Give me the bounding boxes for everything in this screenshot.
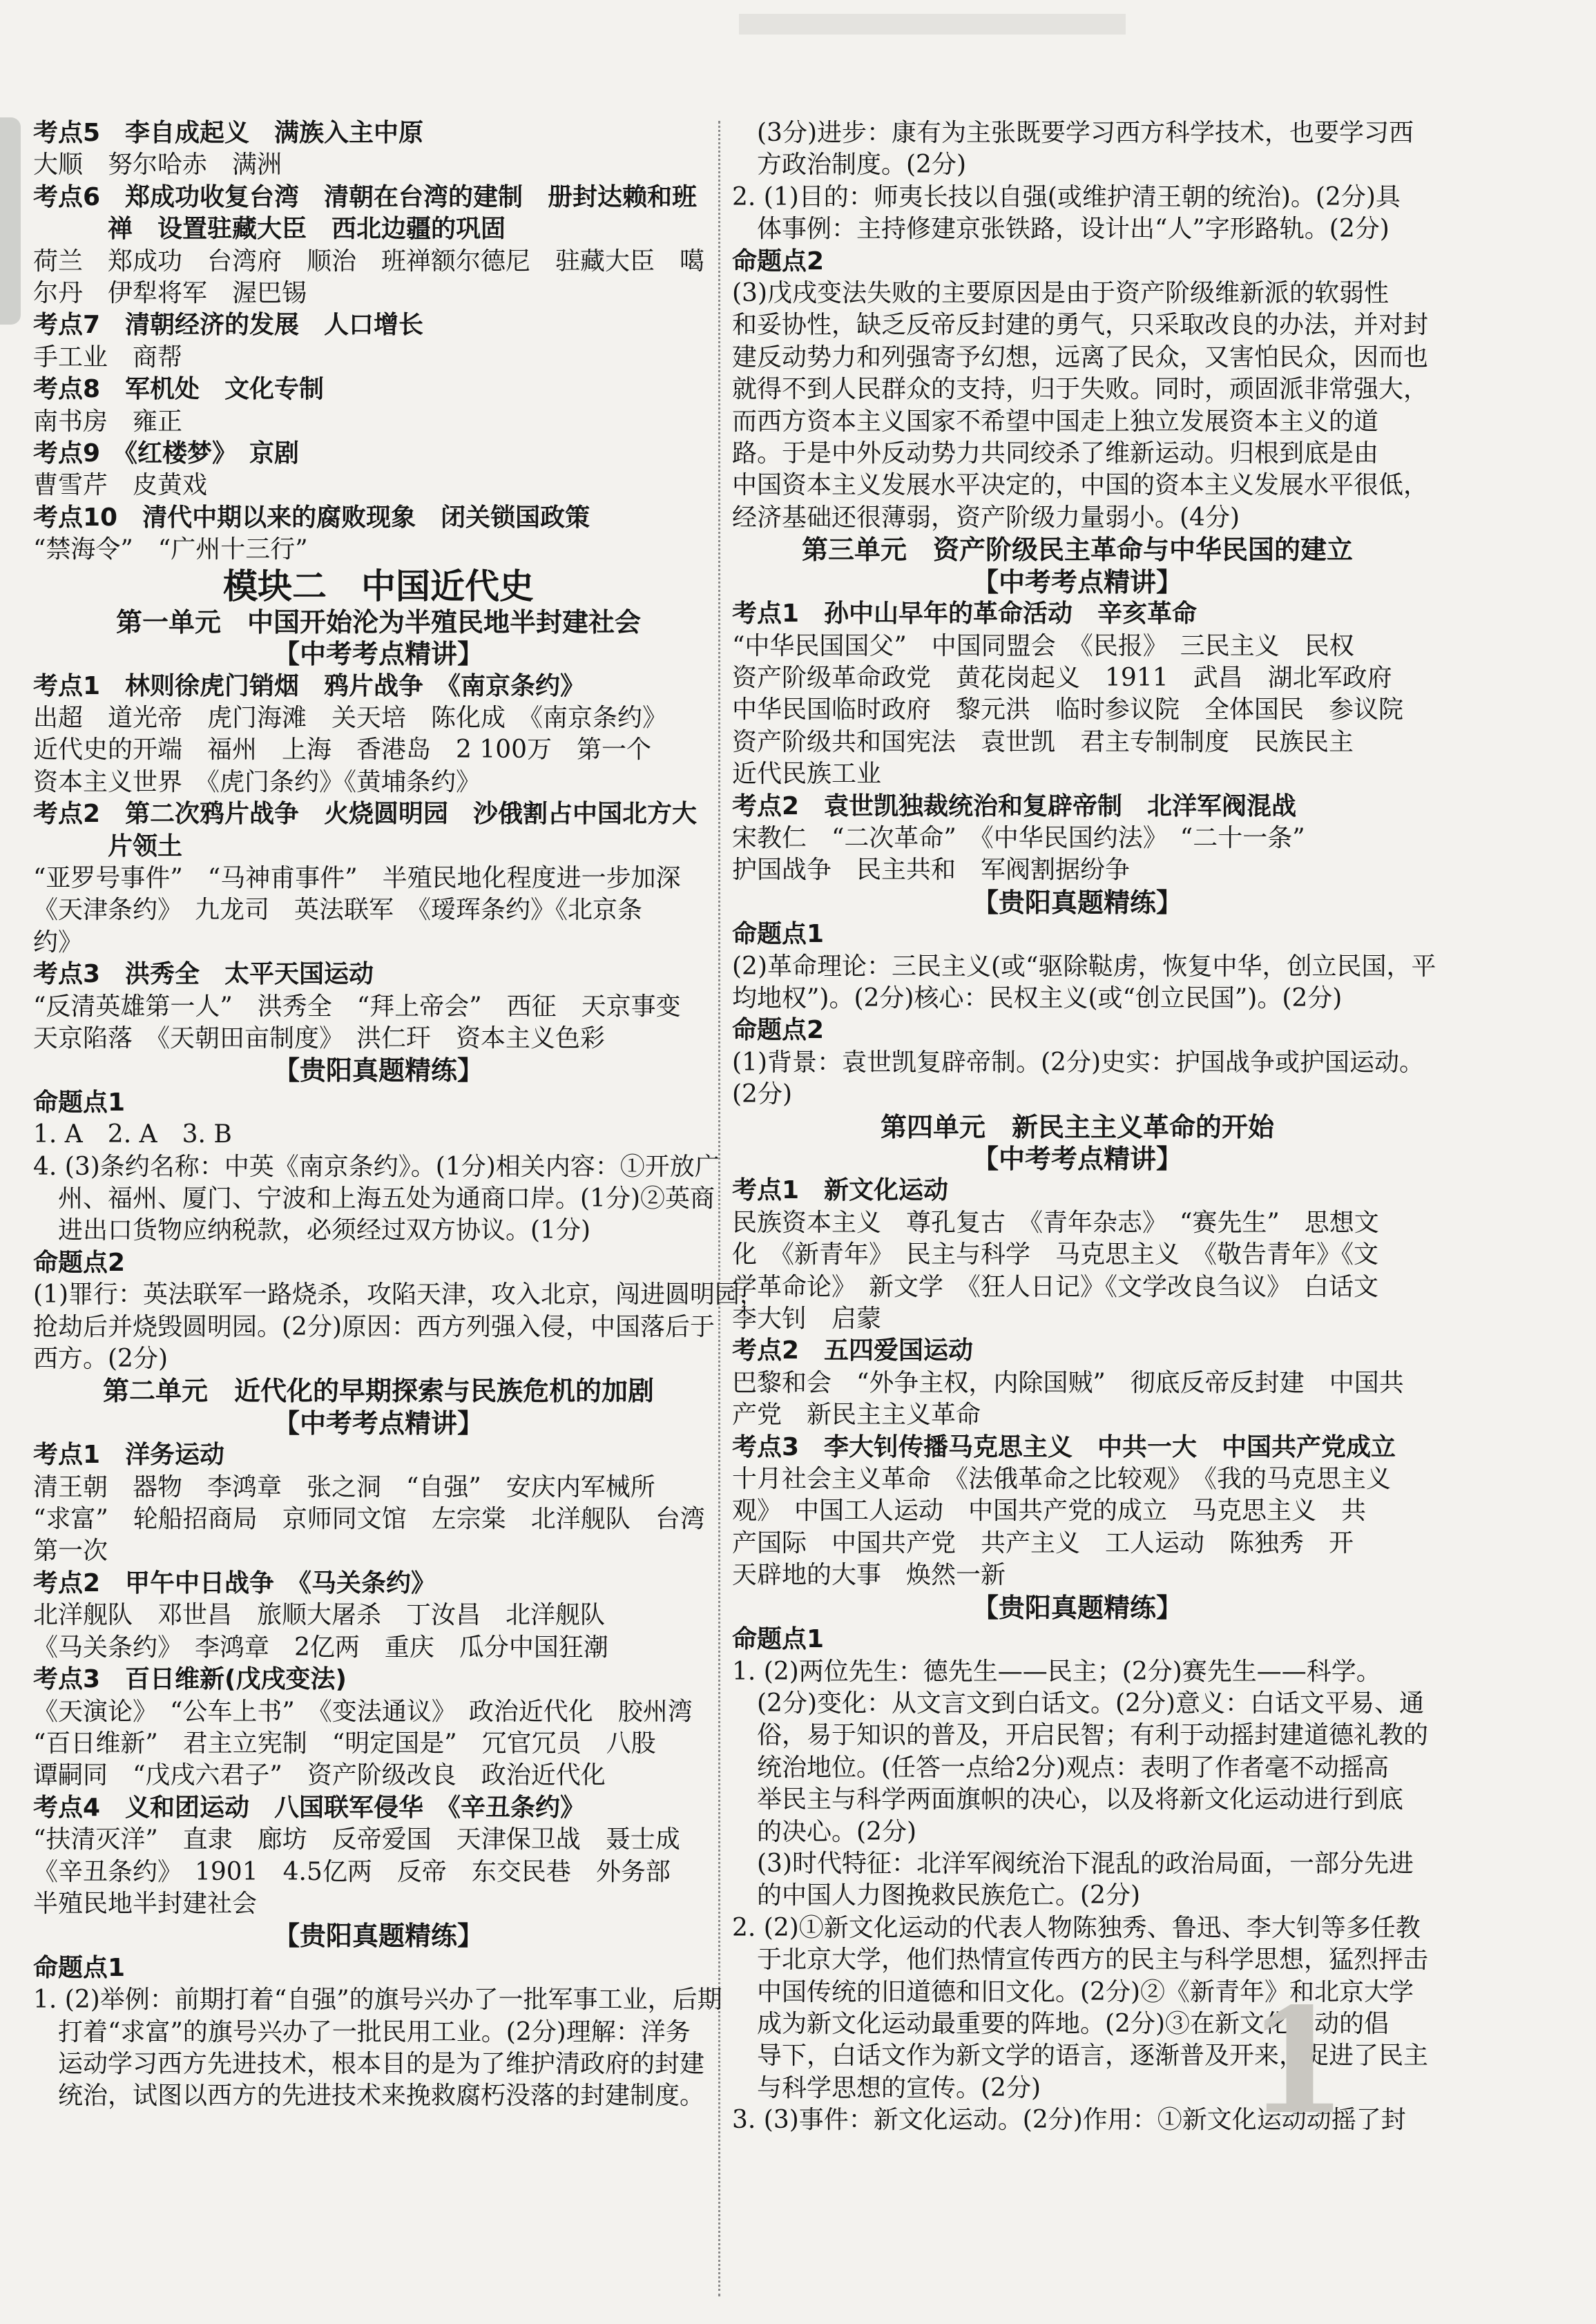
text-line: 《马关条约》 李鸿章 2亿两 重庆 瓜分中国狂潮: [33, 1633, 608, 1662]
exam-point-heading: 考点2 甲午中日战争 《马关条约》: [33, 1568, 436, 1597]
text-line: 产党 新民主主义革命: [732, 1401, 981, 1430]
text-line: 运动学习西方先进技术，根本目的是为了维护清政府的封建: [58, 2049, 705, 2078]
text-line: 2. (1)目的：师夷长技以自强(或维护清王朝的统治)。(2分)具: [732, 182, 1401, 211]
exam-point-heading: 考点2 五四爱国运动: [732, 1336, 974, 1365]
unit-title: 第四单元 新民主主义革命的开始: [880, 1111, 1274, 1142]
exam-point-heading: 考点10 清代中期以来的腐败现象 闭关锁国政策: [33, 503, 590, 532]
text-line: “禁海令” “广州十三行”: [33, 535, 308, 564]
text-line: 民族资本主义 尊孔复古 《青年杂志》 “赛先生” 思想文: [732, 1208, 1379, 1237]
text-line: 天辟地的大事 焕然一新: [732, 1561, 1006, 1590]
text-line: 中华民国临时政府 黎元洪 临时参议院 全体国民 参议院: [732, 695, 1404, 724]
text-line: 就得不到人民群众的支持，归于失败。同时，顽固派非常强大，: [732, 375, 1429, 404]
text-line: 均地权”)。(2分)核心：民权主义(或“创立民国”)。(2分): [732, 983, 1343, 1012]
exam-point-heading: 考点6 郑成功收复台湾 清朝在台湾的建制 册封达赖和班: [33, 182, 698, 211]
text-line: 于北京大学，他们热情宣传西方的民主与科学思想，猛烈抨击: [757, 1946, 1429, 1975]
text-line: 清王朝 器物 李鸿章 张之洞 “自强” 安庆内军械所: [33, 1472, 655, 1501]
left-column: [33, 117, 765, 2113]
section-title: 【中考考点精讲】: [273, 1408, 483, 1439]
text-line: 导下，白话文作为新文学的语言，逐渐普及开来，促进了民主: [757, 2042, 1429, 2071]
exam-point-heading: 考点1 孙中山早年的革命活动 辛亥革命: [732, 599, 1198, 628]
section-title: 【贵阳真题精练】: [972, 1592, 1182, 1623]
text-line: 统治地位。(任答一点给2分)观点：表明了作者毫不动摇高: [757, 1753, 1389, 1782]
text-line: 体事例：主持修建京张铁路，设计出“人”字形路轨。(2分): [757, 215, 1390, 244]
text-line: (2)革命理论：三民主义(或“驱除鞑虏，恢复中华，创立民国，平: [732, 952, 1436, 981]
right-column: [732, 117, 1436, 2147]
text-line: 1. A 2. A 3. B: [33, 1120, 232, 1149]
text-line: 中国资本主义发展水平决定的，中国的资本主义发展水平很低，: [732, 471, 1429, 500]
section-title: 【中考考点精讲】: [273, 639, 483, 670]
unit-title: 第一单元 中国开始沦为半殖民地半封建社会: [115, 606, 641, 637]
text-line: 统治，试图以西方的先进技术来挽救腐朽没落的封建制度。: [58, 2082, 705, 2111]
exam-point-heading: 考点8 军机处 文化专制: [33, 375, 325, 404]
exam-point-heading: 考点7 清朝经济的发展 人口增长: [33, 311, 424, 340]
exam-point-heading: 考点9 《红楼梦》 京剧: [33, 439, 300, 468]
text-line: 约》: [33, 928, 84, 957]
text-line: 《天津条约》 九龙司 英法联军 《瑷珲条约》《北京条: [33, 896, 643, 925]
text-line: 谭嗣同 “戊戌六君子” 资产阶级改良 政治近代化: [33, 1761, 606, 1790]
text-line: 半殖民地半封建社会: [33, 1889, 258, 1918]
question-point-label: 命题点2: [33, 1248, 126, 1277]
text-line: (2分)变化：从文言文到白话文。(2分)意义：白话文平易、通: [757, 1689, 1424, 1718]
text-line: “反清英雄第一人” 洪秀全 “拜上帝会” 西征 天京事变: [33, 992, 681, 1021]
text-line: 资产阶级共和国宪法 袁世凯 君主专制制度 民族民主: [732, 727, 1354, 756]
question-point-label: 命题点1: [33, 1953, 126, 1982]
section-title: 【贵阳真题精练】: [972, 887, 1182, 918]
unit-title: 第三单元 资产阶级民主革命与中华民国的建立: [801, 535, 1353, 566]
text-line: 《辛丑条约》 1901 4.5亿两 反帝 东交民巷 外务部: [33, 1857, 671, 1886]
text-line: 天京陷落 《天朝田亩制度》 洪仁玕 资本主义色彩: [33, 1024, 606, 1053]
text-line: 出超 道光帝 虎门海滩 关天培 陈化成 《南京条约》: [33, 703, 668, 732]
text-line: 南书房 雍正: [33, 407, 183, 436]
text-line: 巴黎和会 “外争主权，内除国贼” 彻底反帝反封建 中国共: [732, 1368, 1404, 1397]
text-line: 大顺 努尔哈赤 满洲: [33, 151, 282, 180]
text-line: 建反动势力和列强寄予幻想，远离了民众，又害怕民众，因而也: [732, 343, 1429, 372]
exam-point-heading: 禅 设置驻藏大臣 西北边疆的巩固: [108, 215, 506, 244]
text-line: 学革命论》 新文学 《狂人日记》《文学改良刍议》 白话文: [732, 1272, 1379, 1301]
page-number: 1: [1247, 1976, 1348, 2147]
text-line: 1. (2)举例：前期打着“自强”的旗号兴办了一批军事工业，后期: [33, 1986, 722, 2015]
text-line: “求富” 轮船招商局 京师同文馆 左宗棠 北洋舰队 台湾: [33, 1505, 705, 1534]
text-line: 曹雪芹 皮黄戏: [33, 471, 208, 500]
question-point-label: 命题点1: [732, 920, 825, 949]
text-line: 北洋舰队 邓世昌 旅顺大屠杀 丁汝昌 北洋舰队: [33, 1601, 606, 1630]
text-line: 的中国人力图挽救民族危亡。(2分): [757, 1881, 1140, 1910]
text-line: 成为新文化运动最重要的阵地。(2分)③在新文化运动的倡: [757, 2009, 1389, 2038]
text-line: 打着“求富”的旗号兴办了一批民用工业。(2分)理解：洋务: [58, 2017, 691, 2046]
text-line: 《天演论》 “公车上书” 《变法通议》 政治近代化 胶州湾: [33, 1697, 693, 1726]
text-line: 与科学思想的宣传。(2分): [757, 2073, 1041, 2102]
text-line: (3)时代特征：北洋军阀统治下混乱的政治局面，一部分先进: [757, 1849, 1414, 1878]
text-line: 近代史的开端 福州 上海 香港岛 2 100万 第一个: [33, 736, 652, 765]
page-edge-tab: [0, 117, 21, 325]
text-line: 的决心。(2分): [757, 1817, 916, 1846]
text-line: 路。于是中外反动势力共同绞杀了维新运动。归根到底是由: [732, 439, 1379, 468]
section-title: 【贵阳真题精练】: [273, 1921, 483, 1952]
exam-point-heading: 考点5 李自成起义 满族入主中原: [33, 119, 424, 147]
exam-point-heading: 考点3 李大钊传播马克思主义 中共一大 中国共产党成立: [732, 1432, 1396, 1461]
text-line: 手工业 商帮: [33, 343, 183, 372]
text-line: 州、福州、厦门、宁波和上海五处为通商口岸。(1分)②英商: [58, 1184, 715, 1213]
text-line: 资产阶级革命政党 黄花岗起义 1911 武昌 湖北军政府: [732, 663, 1392, 692]
section-title: 【贵阳真题精练】: [273, 1055, 483, 1086]
text-line: 化 《新青年》 民主与科学 马克思主义 《敬告青年》《文: [732, 1240, 1379, 1269]
exam-point-heading: 考点2 第二次鸦片战争 火烧圆明园 沙俄割占中国北方大: [33, 800, 698, 829]
text-line: 和妥协性，缺乏反帝反封建的勇气，只采取改良的办法，并对封: [732, 311, 1429, 340]
exam-point-heading: 考点1 林则徐虎门销烟 鸦片战争 《南京条约》: [33, 671, 586, 700]
text-line: 第一次: [33, 1537, 108, 1566]
text-line: 尔丹 伊犁将军 渥巴锡: [33, 279, 307, 308]
exam-point-heading: 考点4 义和团运动 八国联军侵华 《辛丑条约》: [33, 1793, 586, 1822]
question-point-label: 命题点2: [732, 1016, 825, 1045]
text-line: (3分)进步：康有为主张既要学习西方科学技术，也要学习西: [757, 119, 1414, 147]
text-line: 中国传统的旧道德和旧文化。(2分)②《新青年》和北京大学: [757, 1977, 1414, 2006]
text-line: 观》 中国工人运动 中国共产党的成立 马克思主义 共: [732, 1497, 1367, 1526]
exam-point-heading: 片领土: [108, 832, 183, 861]
text-line: 进出口货物应纳税款，必须经过双方协议。(1分): [58, 1216, 590, 1245]
scan-artifact: [739, 14, 1126, 35]
text-line: 西方。(2分): [33, 1345, 168, 1374]
text-line: 2. (2)①新文化运动的代表人物陈独秀、鲁迅、李大钊等多任教: [732, 1913, 1421, 1942]
text-line: 方政治制度。(2分): [757, 151, 966, 180]
text-line: 举民主与科学两面旗帜的决心，以及将新文化运动进行到底: [757, 1785, 1404, 1814]
text-line: 抢劫后并烧毁圆明园。(2分)原因：西方列强入侵，中国落后于: [33, 1312, 715, 1341]
module-title: 模块二 中国近代史: [223, 566, 534, 606]
text-line: (2分): [732, 1080, 792, 1109]
exam-point-heading: 考点3 洪秀全 太平天国运动: [33, 960, 374, 989]
text-line: 4. (3)条约名称：中英《南京条约》。(1分)相关内容：①开放广: [33, 1152, 720, 1181]
text-line: “中华民国国父” 中国同盟会 《民报》 三民主义 民权: [732, 631, 1354, 660]
text-line: 3. (3)事件：新文化运动。(2分)作用：①新文化运动动摇了封: [732, 2106, 1406, 2135]
question-point-label: 命题点1: [732, 1625, 825, 1654]
text-line: 产国际 中国共产党 共产主义 工人运动 陈独秀 开: [732, 1528, 1354, 1557]
text-line: (3)戊戌变法失败的主要原因是由于资产阶级维新派的软弱性: [732, 279, 1389, 308]
text-line: 李大钊 启蒙: [732, 1305, 882, 1334]
exam-point-heading: 考点1 新文化运动: [732, 1176, 949, 1205]
text-line: 荷兰 郑成功 台湾府 顺治 班禅额尔德尼 驻藏大臣 噶: [33, 247, 705, 276]
unit-title: 第二单元 近代化的早期探索与民族危机的加剧: [102, 1376, 654, 1407]
text-line: “百日维新” 君主立宪制 “明定国是” 冗官冗员 八股: [33, 1729, 656, 1758]
exam-point-heading: 考点1 洋务运动: [33, 1441, 225, 1470]
text-line: 1. (2)两位先生：德先生——民主；(2分)赛先生——科学。: [732, 1657, 1381, 1686]
text-line: “扶清灭洋” 直隶 廊坊 反帝爱国 天津保卫战 聂士成: [33, 1825, 680, 1854]
text-line: 资本主义世界 《虎门条约》《黄埔条约》: [33, 767, 481, 796]
text-line: 宋教仁 “二次革命” 《中华民国约法》 “二十一条”: [732, 823, 1305, 852]
exam-point-heading: 考点2 袁世凯独裁统治和复辟帝制 北洋军阀混战: [732, 791, 1297, 820]
text-line: (1)罪行：英法联军一路烧杀，攻陷天津，攻入北京，闯进圆明园，: [33, 1280, 765, 1309]
text-line: 俗，易于知识的普及，开启民智；有利于动摇封建道德礼教的: [757, 1721, 1429, 1750]
section-title: 【中考考点精讲】: [972, 566, 1182, 597]
text-line: 护国战争 民主共和 军阀割据纷争: [732, 856, 1131, 885]
text-line: 近代民族工业: [732, 760, 882, 789]
text-line: (1)背景：袁世凯复辟帝制。(2分)史实：护国战争或护国运动。: [732, 1048, 1424, 1077]
text-line: 而西方资本主义国家不希望中国走上独立发展资本主义的道: [732, 407, 1379, 436]
section-title: 【中考考点精讲】: [972, 1144, 1182, 1174]
question-point-label: 命题点2: [732, 247, 825, 276]
exam-point-heading: 考点3 百日维新(戊戌变法): [33, 1665, 347, 1694]
text-line: 十月社会主义革命 《法俄革命之比较观》 《我的马克思主义: [732, 1465, 1392, 1494]
question-point-label: 命题点1: [33, 1088, 126, 1117]
text-line: 经济基础还很薄弱，资产阶级力量弱小。(4分): [732, 503, 1240, 532]
text-line: “亚罗号事件” “马神甫事件” 半殖民地化程度进一步加深: [33, 863, 681, 892]
